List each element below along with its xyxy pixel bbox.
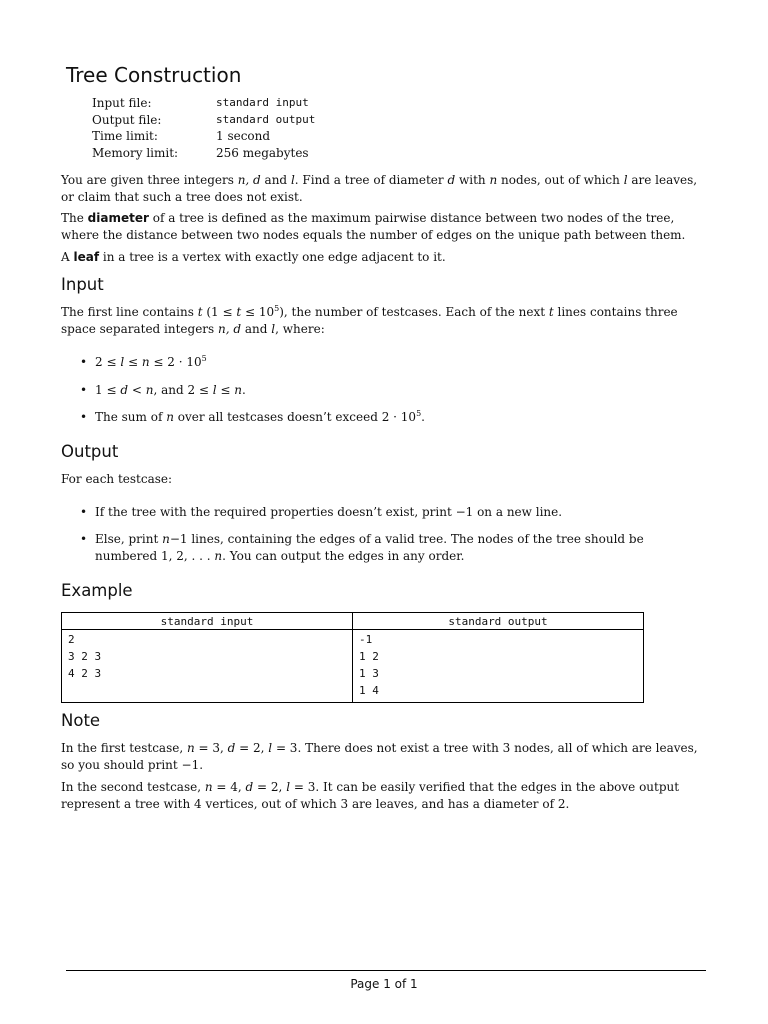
output-bullet-2: • Else, print n−1 lines, containing the edges of a valid tree. The nodes of the tree should be numbered 1, 2, . . . n. You can output the edges in any order.	[80, 532, 644, 563]
output-heading: Output	[61, 442, 119, 461]
example-output-header: standard output	[353, 613, 644, 630]
input-heading: Input	[61, 275, 104, 294]
statement-paragraph-3: A leaf in a tree is a vertex with exactly one edge adjacent to it.	[61, 250, 446, 264]
statement-paragraph-2: The diameter of a tree is defined as the maximum pairwise distance between two nodes of the tree, where the distance between two nodes equals the number of edges on the unique path between them.	[61, 211, 686, 242]
input-paragraph: The first line contains t $(1 \le t \le 10^5)$, the number of testcases. Each of the next t lines contains three space separated integers n, d and l, where:	[61, 304, 678, 336]
input-bullet-3: • The sum of n over all testcases doesn’t exceed $2 \cdot 10^5$.	[80, 409, 425, 424]
page-number: Page 1 of 1	[350, 977, 418, 991]
note-paragraph-1: In the first testcase, n = 3, d = 2, l = 3. There does not exist a tree with 3 nodes, all of which are leaves, so you should print −1.	[61, 741, 698, 772]
input-bullet-1: • $2 \le l \le n \le 2 \cdot 10^5$	[80, 354, 207, 369]
output-intro: For each testcase:	[61, 472, 173, 486]
limit-row-time: Time limit: 1 second	[92, 129, 271, 143]
problem-limits	[92, 95, 315, 161]
note-heading: Note	[61, 711, 101, 730]
limit-row-input: Input file: standard input	[92, 96, 309, 110]
footer-divider	[66, 970, 706, 971]
limit-row-memory: Memory limit: 256 megabytes	[92, 145, 309, 160]
example-input-header: standard input	[62, 613, 353, 630]
example-heading: Example	[61, 581, 133, 600]
input-bullet-2: • 1 ≤ d < n, and 2 ≤ l ≤ n.	[80, 383, 246, 397]
output-bullet-1: • If the tree with the required properties doesn’t exist, print −1 on a new line.	[80, 505, 563, 519]
example-table	[61, 612, 644, 703]
limit-row-output: Output file: standard output	[92, 112, 316, 127]
example-input-cell: 2 3 2 3 4 2 3	[62, 630, 353, 703]
problem-title: Tree Construction	[66, 63, 242, 87]
statement-paragraph-1: You are given three integers n, d and l. Find a tree of diameter d with n nodes, out of which l are leaves, or claim that such a tree does not exist.	[61, 173, 698, 204]
note-paragraph-2: In the second testcase, n = 4, d = 2, l = 3. It can be easily verified that the edges in the above output represent a tree with 4 vertices, out of which 3 are leaves, and has a diameter of 2.	[61, 780, 680, 811]
example-output-cell: -1 1 2 1 3 1 4	[353, 630, 644, 703]
